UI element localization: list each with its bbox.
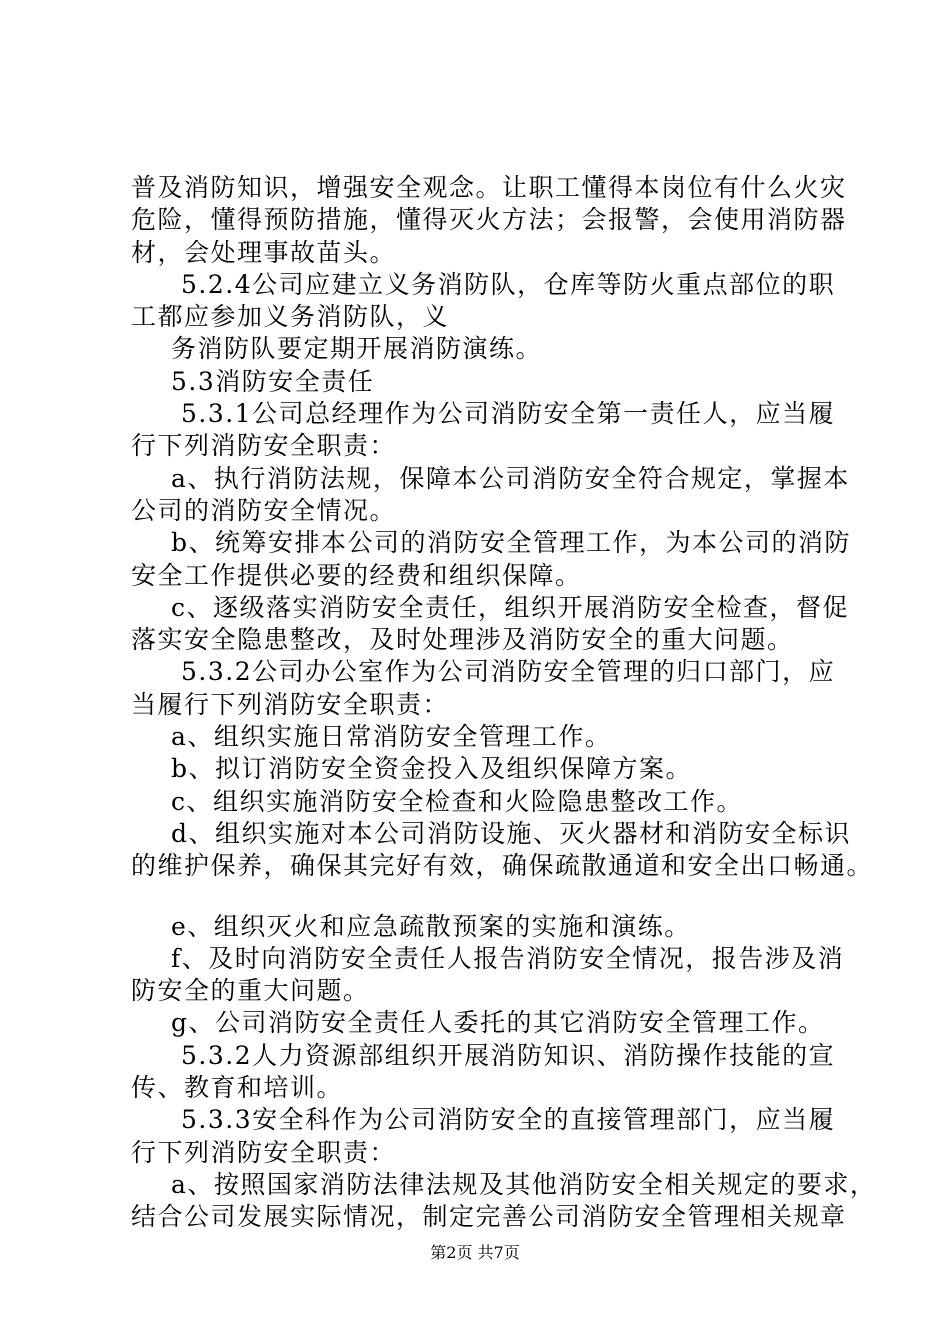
text-line: 公司的消防安全情况。 bbox=[131, 495, 397, 525]
text-line: a、按照国家消防法律法规及其他消防安全相关规定的要求， bbox=[171, 1169, 877, 1199]
text-line: c、逐级落实消防安全责任，组织开展消防安全检查，督促 bbox=[171, 592, 850, 622]
text-line: 结合公司发展实际情况，制定完善公司消防安全管理相关规章 bbox=[131, 1202, 847, 1232]
text-line: 行下列消防安全职责： bbox=[131, 431, 397, 461]
text-line: 危险，懂得预防措施，懂得灭火方法；会报警，会使用消防器 bbox=[131, 205, 847, 235]
text-line: a、组织实施日常消防安全管理工作。 bbox=[171, 722, 612, 752]
page-number: 第2页 共7页 bbox=[430, 1243, 520, 1262]
text-line: d、组织实施对本公司消防设施、灭火器材和消防安全标识 bbox=[171, 818, 852, 848]
text-line: 的维护保养，确保其完好有效，确保疏散通道和安全出口畅通。 bbox=[131, 851, 874, 881]
text-line: 落实安全隐患整改，及时处理涉及消防安全的重大问题。 bbox=[131, 625, 794, 655]
text-line: 工都应参加义务消防队，义 bbox=[131, 302, 450, 332]
text-line: 普及消防知识，增强安全观念。让职工懂得本岗位有什么火灾 bbox=[131, 173, 847, 202]
text-line: 安全工作提供必要的经费和组织保障。 bbox=[131, 560, 582, 590]
text-line: 5.3.1公司总经理作为公司消防安全第一责任人，应当履 bbox=[181, 399, 836, 429]
text-line: 防安全的重大问题。 bbox=[131, 976, 370, 1006]
text-line: 5.3.3安全科作为公司消防安全的直接管理部门，应当履 bbox=[181, 1105, 836, 1135]
text-line: f、及时向消防安全责任人报告消防安全情况，报告涉及消 bbox=[171, 943, 845, 973]
text-line: e、组织灭火和应急疏散预案的实施和演练。 bbox=[171, 911, 691, 941]
text-line: 5.2.4公司应建立义务消防队，仓库等防火重点部位的职 bbox=[181, 269, 836, 299]
text-line: 当履行下列消防安全职责： bbox=[131, 689, 450, 719]
text-line: 5.3.2人力资源部组织开展消防知识、消防操作技能的宣 bbox=[181, 1040, 836, 1070]
text-line: a、执行消防法规，保障本公司消防安全符合规定，掌握本 bbox=[171, 463, 850, 493]
section-heading: 5.3消防安全责任 bbox=[171, 366, 375, 396]
text-line: c、组织实施消防安全检查和火险隐患整改工作。 bbox=[171, 786, 744, 816]
text-line: 5.3.2公司办公室作为公司消防安全管理的归口部门，应 bbox=[181, 657, 836, 687]
text-line: 务消防队要定期开展消防演练。 bbox=[171, 334, 543, 364]
text-line: b、拟订消防安全资金投入及组织保障方案。 bbox=[171, 754, 693, 784]
text-line: 传、教育和培训。 bbox=[131, 1073, 344, 1103]
paragraph-gap bbox=[131, 883, 841, 911]
text-line: 材，会处理事故苗头。 bbox=[131, 237, 397, 267]
text-line: g、公司消防安全责任人委托的其它消防安全管理工作。 bbox=[171, 1008, 825, 1038]
body-text bbox=[131, 172, 877, 1234]
text-line: b、统筹安排本公司的消防安全管理工作，为本公司的消防 bbox=[171, 528, 852, 558]
text-line: 行下列消防安全职责： bbox=[131, 1137, 397, 1167]
